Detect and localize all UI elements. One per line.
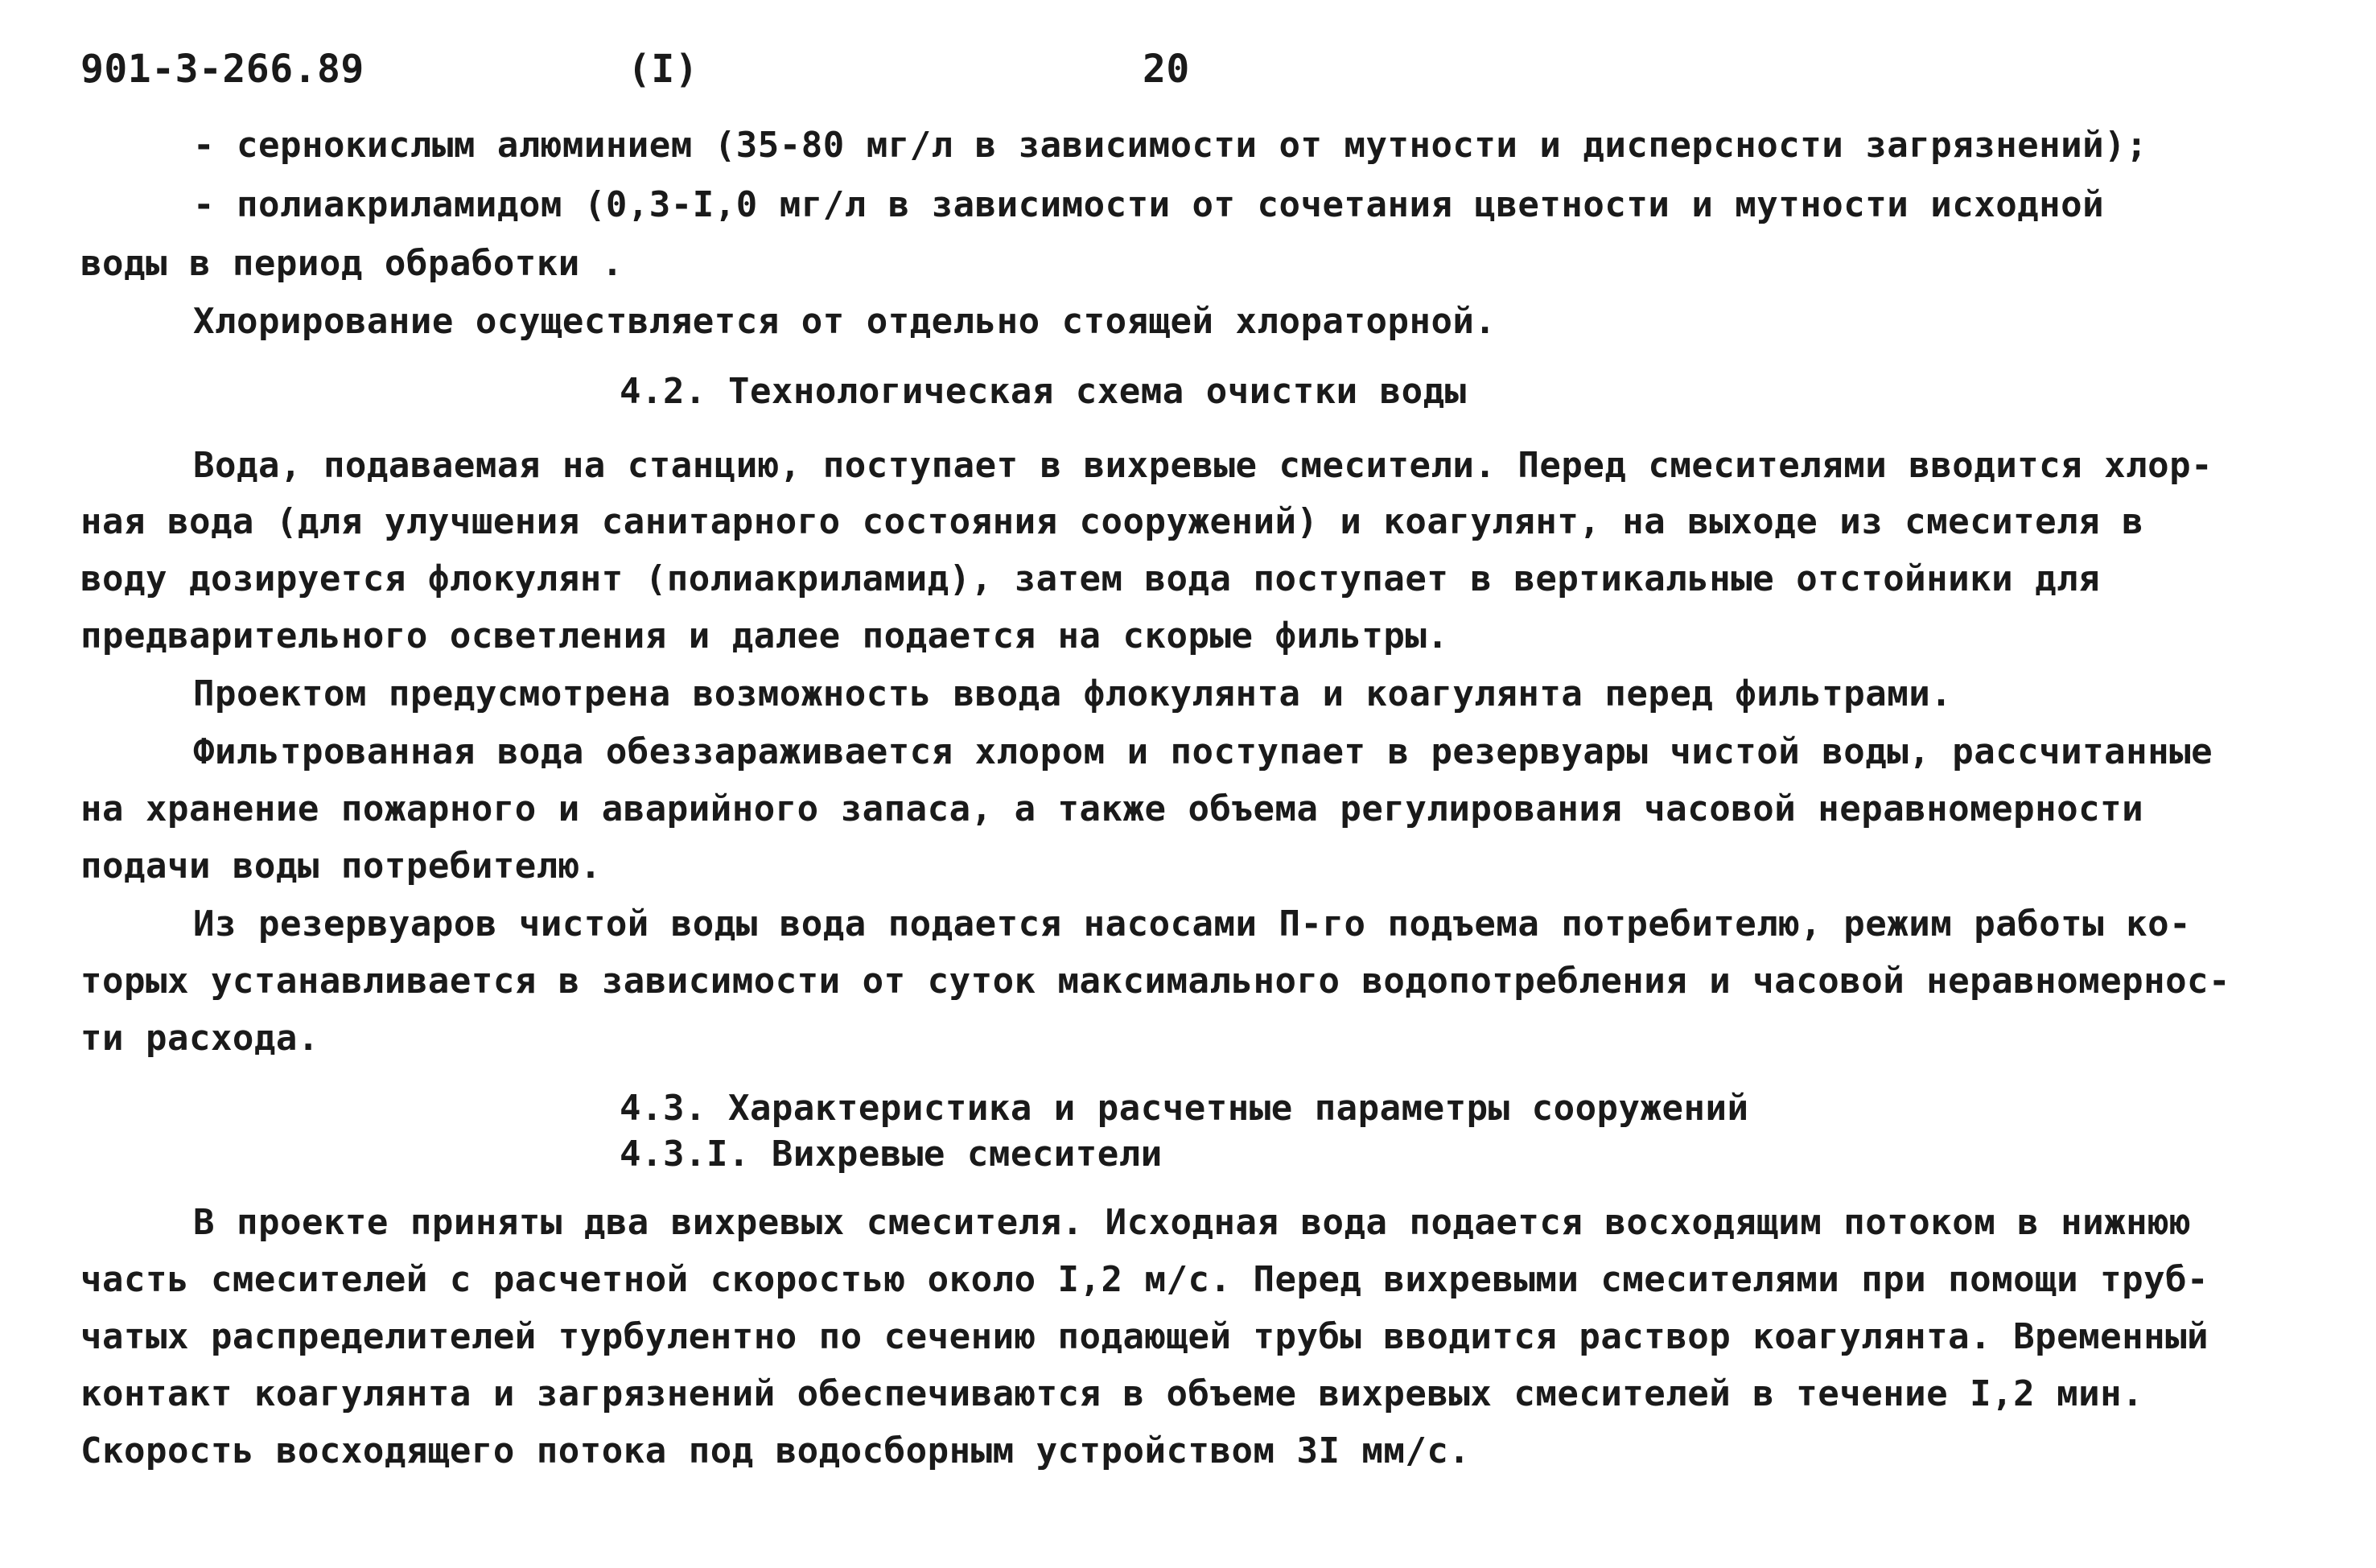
chlorination-text: Хлорирование осуществляется от отдельно стоящей хлораторной. [193, 301, 1497, 342]
bullet-aluminum-sulfate: - сернокислым алюминием (35-80 мг/л в зависимости от мутности и дисперсности загрязнений); [193, 125, 2148, 166]
paragraph-1-line-2: ная вода (для улучшения санитарного состояния сооружений) и коагулянт, на выходе из смесителя в [80, 501, 2144, 542]
paragraph-5-line-3: чатых распределителей турбулентно по сечению подающей трубы вводится раствор коагулянта. Временный [80, 1316, 2209, 1357]
section-4-3-1-heading: 4.3.I. Вихревые смесители [620, 1134, 1163, 1175]
paragraph-1-line-3: воду дозируется флокулянт (полиакриламид), затем вода поступает в вертикальные отстойники для [80, 558, 2101, 599]
paragraph-3-line-2: на хранение пожарного и аварийного запаса, а также объема регулирования часовой неравномерности [80, 788, 2144, 829]
paragraph-5-line-2: часть смесителей с расчетной скоростью около I,2 м/с. Перед вихревыми смесителями при помощи труб- [80, 1259, 2209, 1300]
bullet-polyacrylamide-line-2: воды в период обработки . [80, 243, 624, 284]
paragraph-4-line-1: Из резервуаров чистой воды вода подается насосами П-го подъема потребителю, режим работы ко- [193, 903, 2192, 945]
paragraph-5-line-1: В проекте приняты два вихревых смесителя. Исходная вода подается восходящим потоком в нижнюю [193, 1202, 2192, 1243]
paragraph-4-line-2: торых устанавливается в зависимости от суток максимального водопотребления и часовой неравномернос- [80, 961, 2231, 1002]
section-4-2-heading: 4.2. Технологическая схема очистки воды [620, 371, 1467, 412]
paragraph-3-line-1: Фильтрованная вода обеззараживается хлором и поступает в резервуары чистой воды, рассчитанные [193, 731, 2213, 772]
document-code: 901-3-266.89 [80, 47, 364, 92]
paragraph-1-line-4: предварительного осветления и далее подается на скорые фильтры. [80, 615, 1449, 656]
page-number: 20 [1143, 47, 1190, 92]
paragraph-3-line-3: подачи воды потребителю. [80, 846, 602, 887]
section-4-3-heading: 4.3. Характеристика и расчетные параметры сооружений [620, 1088, 1749, 1129]
sheet-number: (I) [628, 47, 699, 92]
bullet-polyacrylamide-line-1: - полиакриламидом (0,3-I,0 мг/л в зависимости от сочетания цветности и мутности исходной [193, 184, 2105, 225]
paragraph-5-line-4: контакт коагулянта и загрязнений обеспечиваются в объеме вихревых смесителей в течение I,2 мин. [80, 1373, 2144, 1414]
paragraph-5-line-5: Скорость восходящего потока под водосборным устройством 3I мм/с. [80, 1430, 1471, 1471]
paragraph-1-line-1: Вода, подаваемая на станцию, поступает в вихревые смесители. Перед смесителями вводится хлор- [193, 445, 2213, 486]
paragraph-4-line-3: ти расхода. [80, 1018, 319, 1059]
paragraph-2-line-1: Проектом предусмотрена возможность ввода флокулянта и коагулянта перед фильтрами. [193, 673, 1953, 714]
